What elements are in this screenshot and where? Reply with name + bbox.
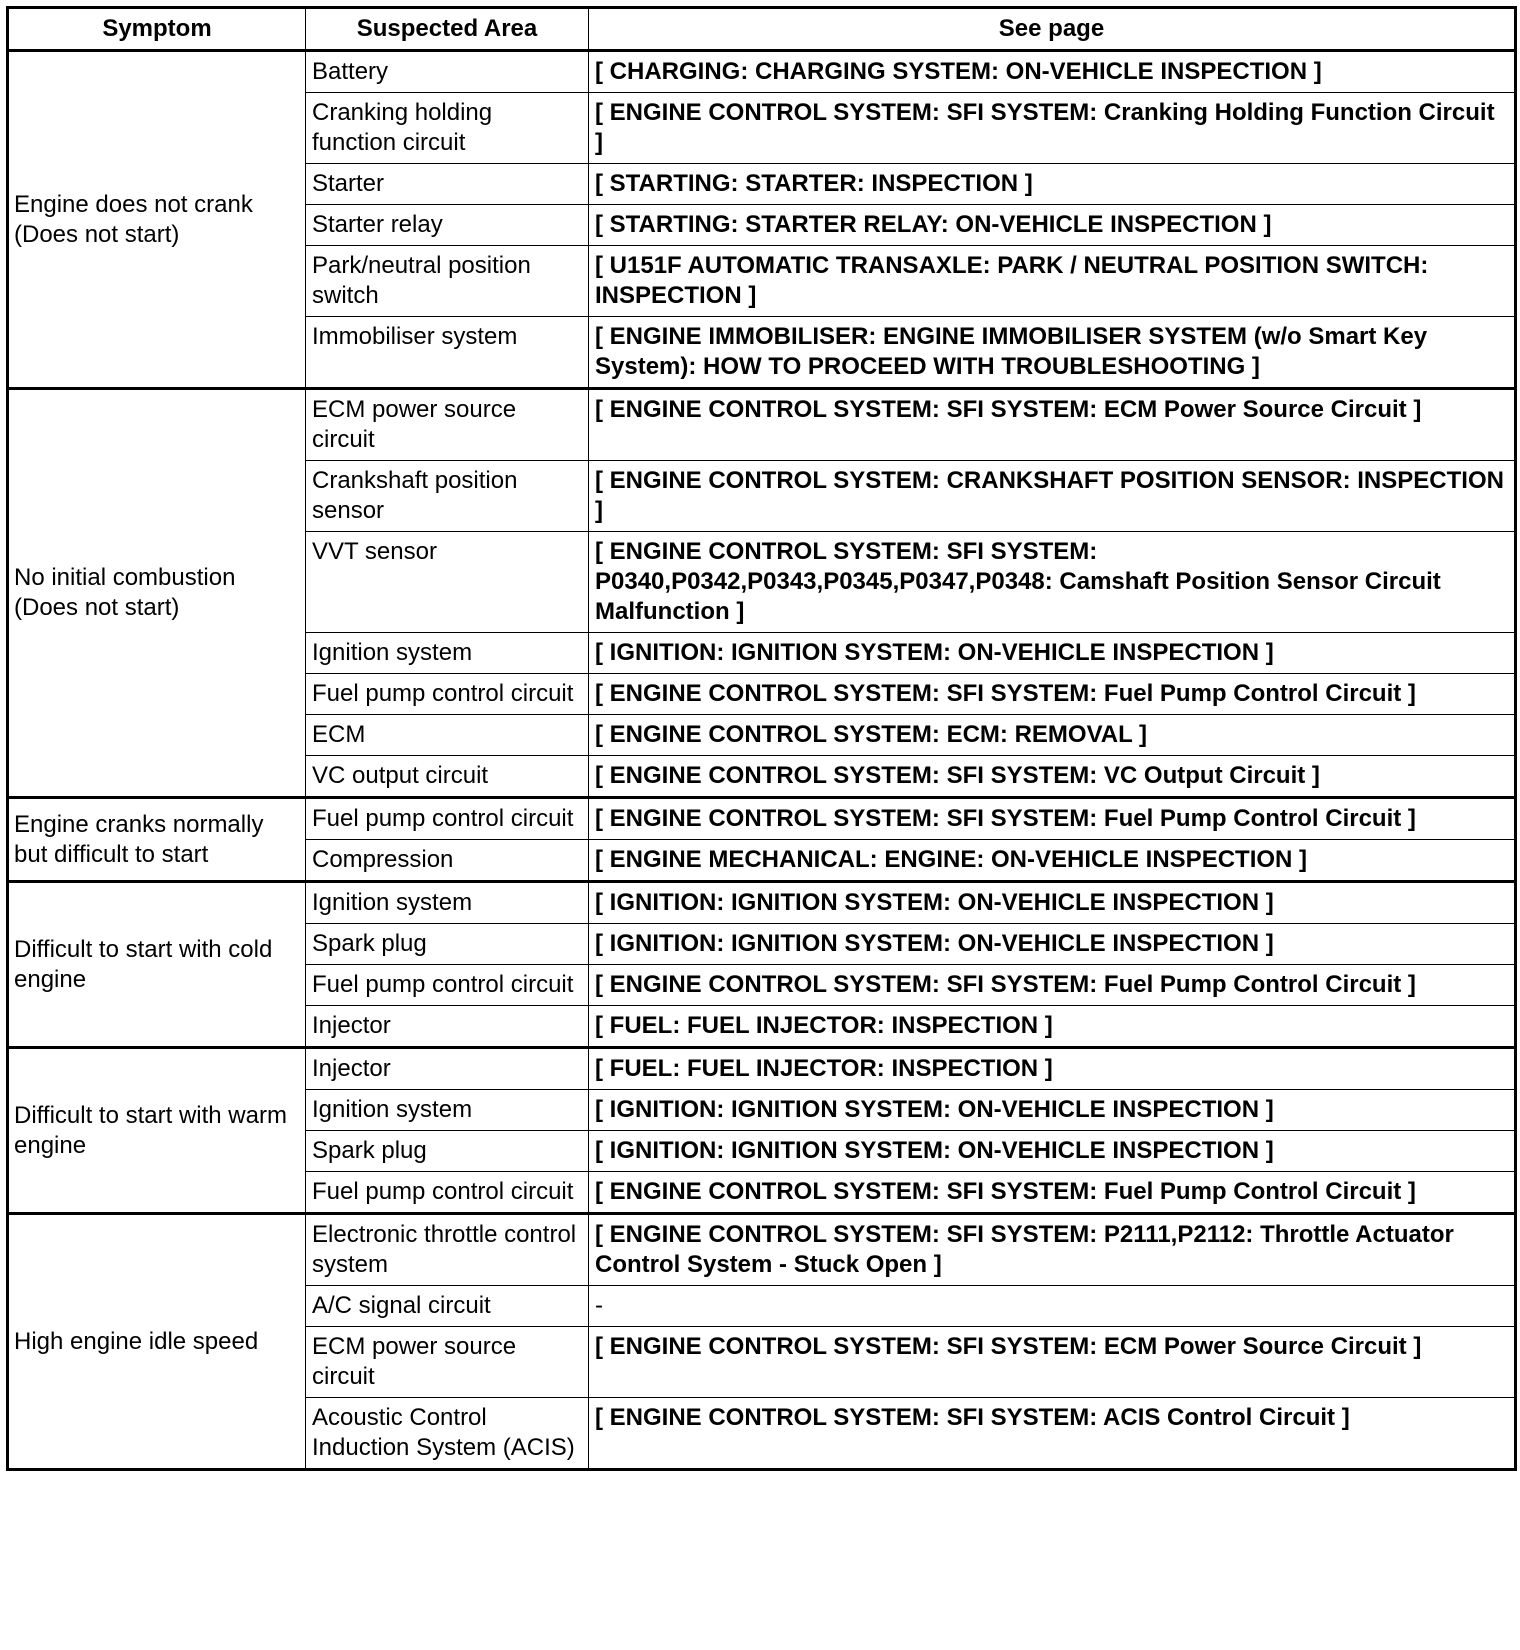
suspected-area-cell: Fuel pump control circuit <box>306 965 589 1006</box>
suspected-area-cell: Fuel pump control circuit <box>306 674 589 715</box>
see-page-link[interactable]: [ ENGINE CONTROL SYSTEM: CRANKSHAFT POSITION SENSOR: INSPECTION ] <box>589 461 1516 532</box>
table-header <box>8 8 1516 51</box>
suspected-area-cell: Compression <box>306 840 589 882</box>
suspected-area-cell: ECM <box>306 715 589 756</box>
suspected-area-cell: Injector <box>306 1048 589 1090</box>
suspected-area-cell: A/C signal circuit <box>306 1286 589 1327</box>
suspected-area-cell: Immobiliser system <box>306 317 589 389</box>
see-page-link[interactable]: [ IGNITION: IGNITION SYSTEM: ON-VEHICLE INSPECTION ] <box>589 882 1516 924</box>
see-page-link[interactable]: [ STARTING: STARTER RELAY: ON-VEHICLE INSPECTION ] <box>589 205 1516 246</box>
symptom-cell: Engine cranks normally but difficult to start <box>8 798 306 882</box>
table-row <box>8 798 1516 840</box>
symptom-cell: Difficult to start with warm engine <box>8 1048 306 1214</box>
see-page-link[interactable]: [ ENGINE IMMOBILISER: ENGINE IMMOBILISER SYSTEM (w/o Smart Key System): HOW TO PROCEED WITH TROUBLESHOOTING ] <box>589 317 1516 389</box>
table-row <box>8 51 1516 93</box>
suspected-area-cell: Spark plug <box>306 924 589 965</box>
see-page-link[interactable]: [ ENGINE CONTROL SYSTEM: SFI SYSTEM: ECM Power Source Circuit ] <box>589 389 1516 461</box>
see-page-link[interactable]: [ ENGINE CONTROL SYSTEM: SFI SYSTEM: Fuel Pump Control Circuit ] <box>589 965 1516 1006</box>
see-page-link[interactable]: [ FUEL: FUEL INJECTOR: INSPECTION ] <box>589 1006 1516 1048</box>
see-page-link[interactable]: [ ENGINE CONTROL SYSTEM: ECM: REMOVAL ] <box>589 715 1516 756</box>
suspected-area-cell: Spark plug <box>306 1131 589 1172</box>
suspected-area-cell: Ignition system <box>306 633 589 674</box>
table-row <box>8 389 1516 461</box>
see-page-link[interactable]: [ ENGINE CONTROL SYSTEM: SFI SYSTEM: VC Output Circuit ] <box>589 756 1516 798</box>
suspected-area-cell: Ignition system <box>306 882 589 924</box>
suspected-area-cell: Fuel pump control circuit <box>306 1172 589 1214</box>
see-page-link[interactable]: [ CHARGING: CHARGING SYSTEM: ON-VEHICLE INSPECTION ] <box>589 51 1516 93</box>
suspected-area-cell: Acoustic Control Induction System (ACIS) <box>306 1398 589 1470</box>
symptom-cell: No initial combustion (Does not start) <box>8 389 306 798</box>
troubleshooting-table <box>6 6 1517 1471</box>
header-see-page: See page <box>589 8 1516 51</box>
header-row <box>8 8 1516 51</box>
suspected-area-cell: Injector <box>306 1006 589 1048</box>
suspected-area-cell: VC output circuit <box>306 756 589 798</box>
suspected-area-cell: Crankshaft position sensor <box>306 461 589 532</box>
table-row <box>8 1214 1516 1286</box>
suspected-area-cell: Fuel pump control circuit <box>306 798 589 840</box>
table-body <box>8 51 1516 1470</box>
see-page-link[interactable]: [ ENGINE CONTROL SYSTEM: SFI SYSTEM: Fuel Pump Control Circuit ] <box>589 1172 1516 1214</box>
suspected-area-cell: Ignition system <box>306 1090 589 1131</box>
see-page-link[interactable]: [ ENGINE CONTROL SYSTEM: SFI SYSTEM: ECM Power Source Circuit ] <box>589 1327 1516 1398</box>
see-page-link[interactable]: [ ENGINE CONTROL SYSTEM: SFI SYSTEM: Cranking Holding Function Circuit ] <box>589 93 1516 164</box>
suspected-area-cell: ECM power source circuit <box>306 1327 589 1398</box>
see-page-link[interactable]: [ STARTING: STARTER: INSPECTION ] <box>589 164 1516 205</box>
see-page-link[interactable]: [ IGNITION: IGNITION SYSTEM: ON-VEHICLE INSPECTION ] <box>589 1131 1516 1172</box>
table-row <box>8 1048 1516 1090</box>
suspected-area-cell: Cranking holding function circuit <box>306 93 589 164</box>
see-page-link[interactable]: [ IGNITION: IGNITION SYSTEM: ON-VEHICLE INSPECTION ] <box>589 633 1516 674</box>
symptom-cell: High engine idle speed <box>8 1214 306 1470</box>
see-page-link[interactable]: [ ENGINE CONTROL SYSTEM: SFI SYSTEM: Fuel Pump Control Circuit ] <box>589 674 1516 715</box>
see-page-link: - <box>589 1286 1516 1327</box>
suspected-area-cell: Electronic throttle control system <box>306 1214 589 1286</box>
header-symptom: Symptom <box>8 8 306 51</box>
symptom-cell: Difficult to start with cold engine <box>8 882 306 1048</box>
see-page-link[interactable]: [ FUEL: FUEL INJECTOR: INSPECTION ] <box>589 1048 1516 1090</box>
suspected-area-cell: VVT sensor <box>306 532 589 633</box>
table-row <box>8 882 1516 924</box>
suspected-area-cell: Starter <box>306 164 589 205</box>
suspected-area-cell: Starter relay <box>306 205 589 246</box>
see-page-link[interactable]: [ ENGINE MECHANICAL: ENGINE: ON-VEHICLE INSPECTION ] <box>589 840 1516 882</box>
suspected-area-cell: Park/neutral position switch <box>306 246 589 317</box>
see-page-link[interactable]: [ ENGINE CONTROL SYSTEM: SFI SYSTEM: P0340,P0342,P0343,P0345,P0347,P0348: Camshaft Position Sensor Circuit Malfunction ] <box>589 532 1516 633</box>
see-page-link[interactable]: [ ENGINE CONTROL SYSTEM: SFI SYSTEM: P2111,P2112: Throttle Actuator Control System - Stuck Open ] <box>589 1214 1516 1286</box>
header-suspected-area: Suspected Area <box>306 8 589 51</box>
symptom-cell: Engine does not crank (Does not start) <box>8 51 306 389</box>
suspected-area-cell: Battery <box>306 51 589 93</box>
see-page-link[interactable]: [ ENGINE CONTROL SYSTEM: SFI SYSTEM: Fuel Pump Control Circuit ] <box>589 798 1516 840</box>
see-page-link[interactable]: [ U151F AUTOMATIC TRANSAXLE: PARK / NEUTRAL POSITION SWITCH: INSPECTION ] <box>589 246 1516 317</box>
see-page-link[interactable]: [ ENGINE CONTROL SYSTEM: SFI SYSTEM: ACIS Control Circuit ] <box>589 1398 1516 1470</box>
suspected-area-cell: ECM power source circuit <box>306 389 589 461</box>
see-page-link[interactable]: [ IGNITION: IGNITION SYSTEM: ON-VEHICLE INSPECTION ] <box>589 924 1516 965</box>
see-page-link[interactable]: [ IGNITION: IGNITION SYSTEM: ON-VEHICLE INSPECTION ] <box>589 1090 1516 1131</box>
